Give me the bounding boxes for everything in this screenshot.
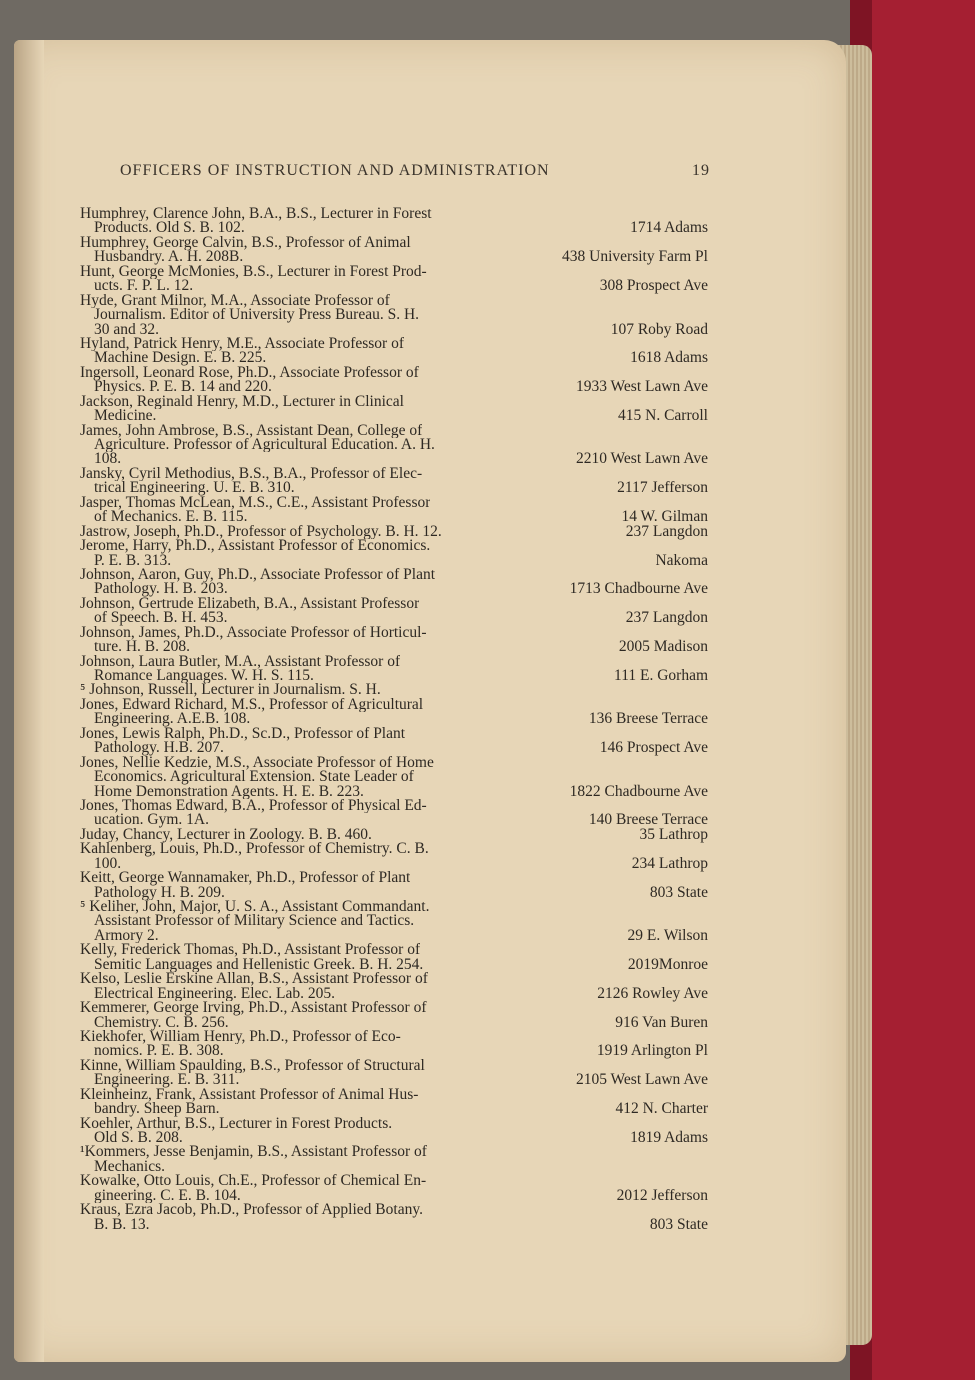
entry-text: bandry. Sheep Barn.	[94, 1102, 220, 1117]
entry-continuation-line	[80, 611, 708, 625]
entry-continuation-line	[80, 221, 708, 235]
entry-text: 108.	[94, 452, 122, 467]
entry-text: Jansky, Cyril Methodius, B.S., B.A., Professor of Elec-	[80, 466, 423, 482]
entry-text: Kemmerer, George Irving, Ph.D., Assistant Professor of	[80, 1001, 427, 1016]
entry-address: 1933 West Lawn Ave	[575, 378, 708, 396]
entry-continuation-line	[80, 320, 708, 338]
directory-entry	[80, 1174, 708, 1203]
entry-text: Kraus, Ezra Jacob, Ph.D., Professor of Applied Botany.	[80, 1203, 423, 1218]
directory-entry	[80, 395, 708, 424]
directory-entry	[80, 1203, 708, 1232]
directory-entry	[80, 424, 708, 467]
directory-entry	[80, 1030, 708, 1059]
entry-name-line	[80, 467, 708, 481]
entry-address: 29 E. Wilson	[627, 926, 708, 944]
entry-text: Jones, Edward Richard, M.S., Professor of Agricultural	[80, 697, 424, 713]
entry-name-line	[80, 294, 708, 308]
entry-text: Journalism. Editor of University Press Bureau. S. H.	[94, 308, 420, 323]
entry-continuation-line	[80, 914, 708, 928]
entry-continuation-line	[80, 1131, 708, 1145]
entry-address: 2126 Rowley Ave	[597, 984, 708, 1002]
entry-text: ture. H. B. 208.	[94, 640, 191, 655]
directory-entry	[80, 943, 708, 972]
directory-entry	[80, 522, 708, 540]
directory-entry	[80, 1059, 708, 1088]
entry-text: Johnson, Laura Butler, M.A., Assistant Professor of	[80, 654, 401, 669]
entry-text: Hunt, George McMonies, B.S., Lecturer in Forest Prod-	[80, 264, 427, 280]
directory-entry	[80, 496, 708, 525]
directory-entry	[80, 799, 708, 828]
entry-name-line	[80, 900, 708, 914]
entry-name-line	[80, 1001, 708, 1015]
directory-entry	[80, 698, 708, 727]
entry-text: Chemistry. C. B. 256.	[94, 1015, 229, 1030]
directory-entry	[80, 842, 708, 871]
directory-entry	[80, 1145, 708, 1174]
entry-text: Kiekhofer, William Henry, Ph.D., Professor of Eco-	[80, 1029, 401, 1045]
entry-name-line	[80, 207, 708, 221]
entry-address: 1713 Chadbourne Ave	[569, 580, 708, 598]
entry-continuation-line	[80, 813, 708, 827]
entry-name-line	[80, 626, 708, 640]
entry-address: 237 Langdon	[625, 609, 708, 627]
entry-address: 308 Prospect Ave	[599, 277, 708, 295]
entry-text: Old S. B. 208.	[94, 1131, 183, 1146]
entry-text: ucts. F. P. L. 12.	[94, 279, 194, 294]
entry-text: Engineering. A.E.B. 108.	[94, 712, 251, 727]
entry-text: Jackson, Reginald Henry, M.D., Lecturer in Clinical	[80, 394, 404, 410]
entry-continuation-line	[80, 640, 708, 654]
entry-address: Nakoma	[655, 551, 708, 569]
entry-text: Mechanics.	[94, 1159, 166, 1175]
entry-continuation-line	[80, 1073, 708, 1087]
entry-name-line	[80, 825, 708, 843]
directory-entry	[80, 900, 708, 943]
entry-name-line	[80, 1088, 708, 1102]
entry-name-line	[80, 337, 708, 351]
entry-address: 14 W. Gilman	[621, 508, 708, 526]
entry-text: Home Demonstration Agents. H. E. B. 223.	[94, 784, 364, 799]
entry-continuation-line	[80, 380, 708, 394]
entry-text: Romance Languages. W. H. S. 115.	[94, 669, 314, 684]
entry-name-line	[80, 496, 708, 510]
entry-address: 2019Monroe	[627, 955, 708, 973]
entry-text: Husbandry. A. H. 208B.	[94, 250, 244, 265]
entry-text: Jones, Nellie Kedzie, M.S., Associate Professor of Home	[80, 755, 434, 771]
entry-text: Economics. Agricultural Extension. State Leader of	[94, 770, 414, 785]
entry-text: Jones, Lewis Ralph, Ph.D., Sc.D., Professor of Plant	[80, 726, 406, 742]
entry-name-line	[80, 522, 708, 540]
entry-continuation-line	[80, 351, 708, 365]
entry-continuation-line	[80, 1044, 708, 1058]
entry-address: 2105 West Lawn Ave	[575, 1071, 708, 1089]
entry-address: 2210 West Lawn Ave	[575, 450, 708, 468]
entry-address: 140 Breese Terrace	[588, 811, 708, 829]
directory-entry	[80, 683, 708, 697]
running-title: OFFICERS OF INSTRUCTION AND ADMINISTRATION	[120, 162, 550, 179]
entry-address: 2005 Madison	[618, 638, 708, 656]
entry-continuation-line	[80, 712, 708, 726]
entry-text: Assistant Professor of Military Science and Tactics.	[94, 914, 415, 929]
directory-entry	[80, 825, 708, 843]
entry-address: 1618 Adams	[630, 349, 708, 367]
directory-entry	[80, 972, 708, 1001]
entry-text: Jerome, Harry, Ph.D., Assistant Professor of Economics.	[80, 539, 431, 554]
entry-text: Kahlenberg, Louis, Ph.D., Professor of Chemistry. C. B.	[80, 842, 429, 857]
entry-text: Kelso, Leslie Erskine Allan, B.S., Assistant Professor of	[80, 972, 428, 987]
directory-entry	[80, 1088, 708, 1117]
entry-name-line	[80, 424, 708, 438]
entry-text: Johnson, Aaron, Guy, Ph.D., Associate Professor of Plant	[80, 567, 436, 583]
entry-text: of Speech. B. H. 453.	[94, 611, 228, 626]
entry-text: Machine Design. E. B. 225.	[94, 351, 267, 366]
entry-address: 438 University Farm Pl	[562, 248, 708, 266]
entry-text: Kelly, Frederick Thomas, Ph.D., Assistant Professor of	[80, 943, 421, 958]
entry-name-line	[80, 683, 708, 697]
entry-continuation-line	[80, 1102, 708, 1116]
entry-text: Jasper, Thomas McLean, M.S., C.E., Assistant Professor	[80, 495, 431, 511]
entry-name-line	[80, 539, 708, 553]
entry-continuation-line	[80, 1013, 708, 1031]
entry-text: James, John Ambrose, B.S., Assistant Dean, College of	[80, 423, 423, 438]
entry-address: 2117 Jefferson	[617, 479, 708, 497]
entry-text: Kleinheinz, Frank, Assistant Professor of Animal Hus-	[80, 1087, 419, 1103]
directory-entry	[80, 207, 708, 236]
entry-name-line	[80, 756, 708, 770]
entry-text: 30 and 32.	[94, 322, 160, 337]
entry-text: Armory 2.	[94, 928, 159, 944]
entry-text: 100.	[94, 856, 122, 872]
directory-entry	[80, 1117, 708, 1146]
directory-entry	[80, 727, 708, 756]
entry-text: trical Engineering. U. E. B. 310.	[94, 481, 295, 496]
directory-entry	[80, 1001, 708, 1030]
entry-text: Johnson, James, Ph.D., Associate Professor of Horticul-	[80, 625, 427, 641]
entry-text: Physics. P. E. B. 14 and 220.	[94, 380, 272, 395]
entry-name-line	[80, 1174, 708, 1188]
entry-address: 1819 Adams	[630, 1129, 708, 1146]
entry-address: 107 Roby Road	[610, 320, 708, 338]
entry-text: Kinne, William Spaulding, B.S., Professor of Structural	[80, 1058, 425, 1074]
entry-text: Semitic Languages and Hellenistic Greek. B. H. 254.	[94, 957, 424, 973]
directory-entry	[80, 366, 708, 395]
entry-text: ¹Kommers, Jesse Benjamin, B.S., Assistant Professor of	[80, 1145, 427, 1160]
entry-continuation-line	[80, 250, 708, 264]
entry-text: Ingersoll, Leonard Rose, Ph.D., Associate Professor of	[80, 365, 419, 381]
entry-text: of Mechanics. E. B. 115.	[94, 510, 248, 525]
entry-continuation-line	[80, 409, 708, 423]
entry-text: gineering. C. E. B. 104.	[94, 1188, 241, 1204]
entry-continuation-line	[80, 883, 708, 901]
entry-address: 803 State	[649, 1215, 708, 1233]
directory-entry	[80, 337, 708, 366]
entry-text: P. E. B. 313.	[94, 553, 172, 568]
page-gutter	[14, 40, 44, 1362]
directory-entry	[80, 467, 708, 496]
entry-text: Pathology H. B. 209.	[94, 885, 225, 900]
entry-text: Johnson, Gertrude Elizabeth, B.A., Assistant Professor	[80, 596, 420, 612]
directory-entry	[80, 871, 708, 900]
directory-entry	[80, 236, 708, 265]
entry-continuation-line	[80, 452, 708, 466]
entry-text: Humphrey, George Calvin, B.S., Professor of Animal	[80, 235, 411, 251]
entry-address: 234 Lathrop	[631, 854, 708, 872]
entry-continuation-line	[80, 1215, 708, 1233]
directory-entry	[80, 626, 708, 655]
entry-name-line	[80, 943, 708, 957]
entry-text: B. B. 13.	[94, 1217, 150, 1233]
entry-continuation-line	[80, 926, 708, 944]
entry-address: 412 N. Charter	[615, 1100, 708, 1118]
entry-continuation-line	[80, 481, 708, 495]
entry-address: 1714 Adams	[630, 219, 708, 237]
entry-address: 136 Breese Terrace	[588, 710, 708, 728]
entry-text: Jastrow, Joseph, Ph.D., Professor of Psychology. B. H. 12.	[80, 524, 442, 540]
directory-entry	[80, 756, 708, 799]
entry-continuation-line	[80, 782, 708, 800]
directory-entry	[80, 294, 708, 337]
entry-continuation-line	[80, 1160, 708, 1174]
page-number: 19	[692, 162, 710, 179]
entry-text: Humphrey, Clarence John, B.A., B.S., Lecturer in Forest	[80, 207, 432, 222]
entry-text: Keitt, George Wannamaker, Ph.D., Professor of Plant	[80, 871, 411, 886]
entry-address: 916 Van Buren	[615, 1013, 708, 1031]
entry-address: 415 N. Carroll	[618, 407, 708, 425]
entry-continuation-line	[80, 1186, 708, 1204]
entry-continuation-line	[80, 854, 708, 872]
entry-name-line	[80, 842, 708, 856]
entry-text: ⁵ Johnson, Russell, Lecturer in Journalism. S. H.	[80, 683, 381, 698]
entry-continuation-line	[80, 741, 708, 755]
entry-name-line	[80, 395, 708, 409]
entry-name-line	[80, 597, 708, 611]
entry-text: Pathology. H. B. 203.	[94, 582, 228, 597]
entry-address: 803 State	[649, 883, 708, 901]
entry-address: 2012 Jefferson	[616, 1186, 708, 1204]
entry-text: ⁵ Keliher, John, Major, U. S. A., Assistant Commandant.	[80, 900, 430, 915]
entry-text: Products. Old S. B. 102.	[94, 221, 245, 236]
entry-text: nomics. P. E. B. 308.	[94, 1044, 224, 1059]
entry-text: ucation. Gym. 1A.	[94, 813, 209, 828]
entry-continuation-line	[80, 955, 708, 973]
entry-text: Hyland, Patrick Henry, M.E., Associate Professor of	[80, 336, 405, 352]
entry-text: Koehler, Arthur, B.S., Lecturer in Forest Products.	[80, 1116, 393, 1131]
entry-address: 146 Prospect Ave	[599, 739, 708, 757]
entry-name-line	[80, 1117, 708, 1131]
entry-continuation-line	[80, 551, 708, 569]
directory-entry	[80, 597, 708, 626]
entry-continuation-line	[80, 510, 708, 524]
directory-entry	[80, 539, 708, 568]
entry-address: 237 Langdon	[625, 522, 708, 540]
directory-entry	[80, 655, 708, 684]
entry-text: Juday, Chancy, Lecturer in Zoology. B. B. 460.	[80, 827, 372, 843]
entry-text: Engineering. E. B. 311.	[94, 1073, 240, 1088]
entry-continuation-line	[80, 669, 708, 683]
entry-continuation-line	[80, 984, 708, 1002]
entry-name-line	[80, 1203, 708, 1217]
directory-entry	[80, 568, 708, 597]
entry-name-line	[80, 1145, 708, 1159]
directory-entry	[80, 265, 708, 294]
entry-address: 1919 Arlington Pl	[596, 1042, 708, 1060]
entry-text: Agriculture. Professor of Agricultural Education. A. H.	[94, 438, 435, 453]
entry-text: Electrical Engineering. Elec. Lab. 205.	[94, 986, 336, 1002]
entry-text: Pathology. H.B. 207.	[94, 741, 224, 756]
entry-text: Medicine.	[94, 409, 157, 424]
entry-address: 1822 Chadbourne Ave	[569, 782, 708, 800]
entry-address: 35 Lathrop	[639, 825, 708, 843]
entry-text: Jones, Thomas Edward, B.A., Professor of Physical Ed-	[80, 798, 427, 814]
faculty-directory	[80, 207, 708, 1232]
entry-continuation-line	[80, 279, 708, 293]
entry-name-line	[80, 871, 708, 885]
entry-continuation-line	[80, 582, 708, 596]
entry-address: 111 E. Gorham	[614, 667, 708, 684]
entry-text: Hyde, Grant Milnor, M.A., Associate Professor of	[80, 293, 390, 309]
entry-text: Kowalke, Otto Louis, Ch.E., Professor of Chemical En-	[80, 1174, 427, 1189]
